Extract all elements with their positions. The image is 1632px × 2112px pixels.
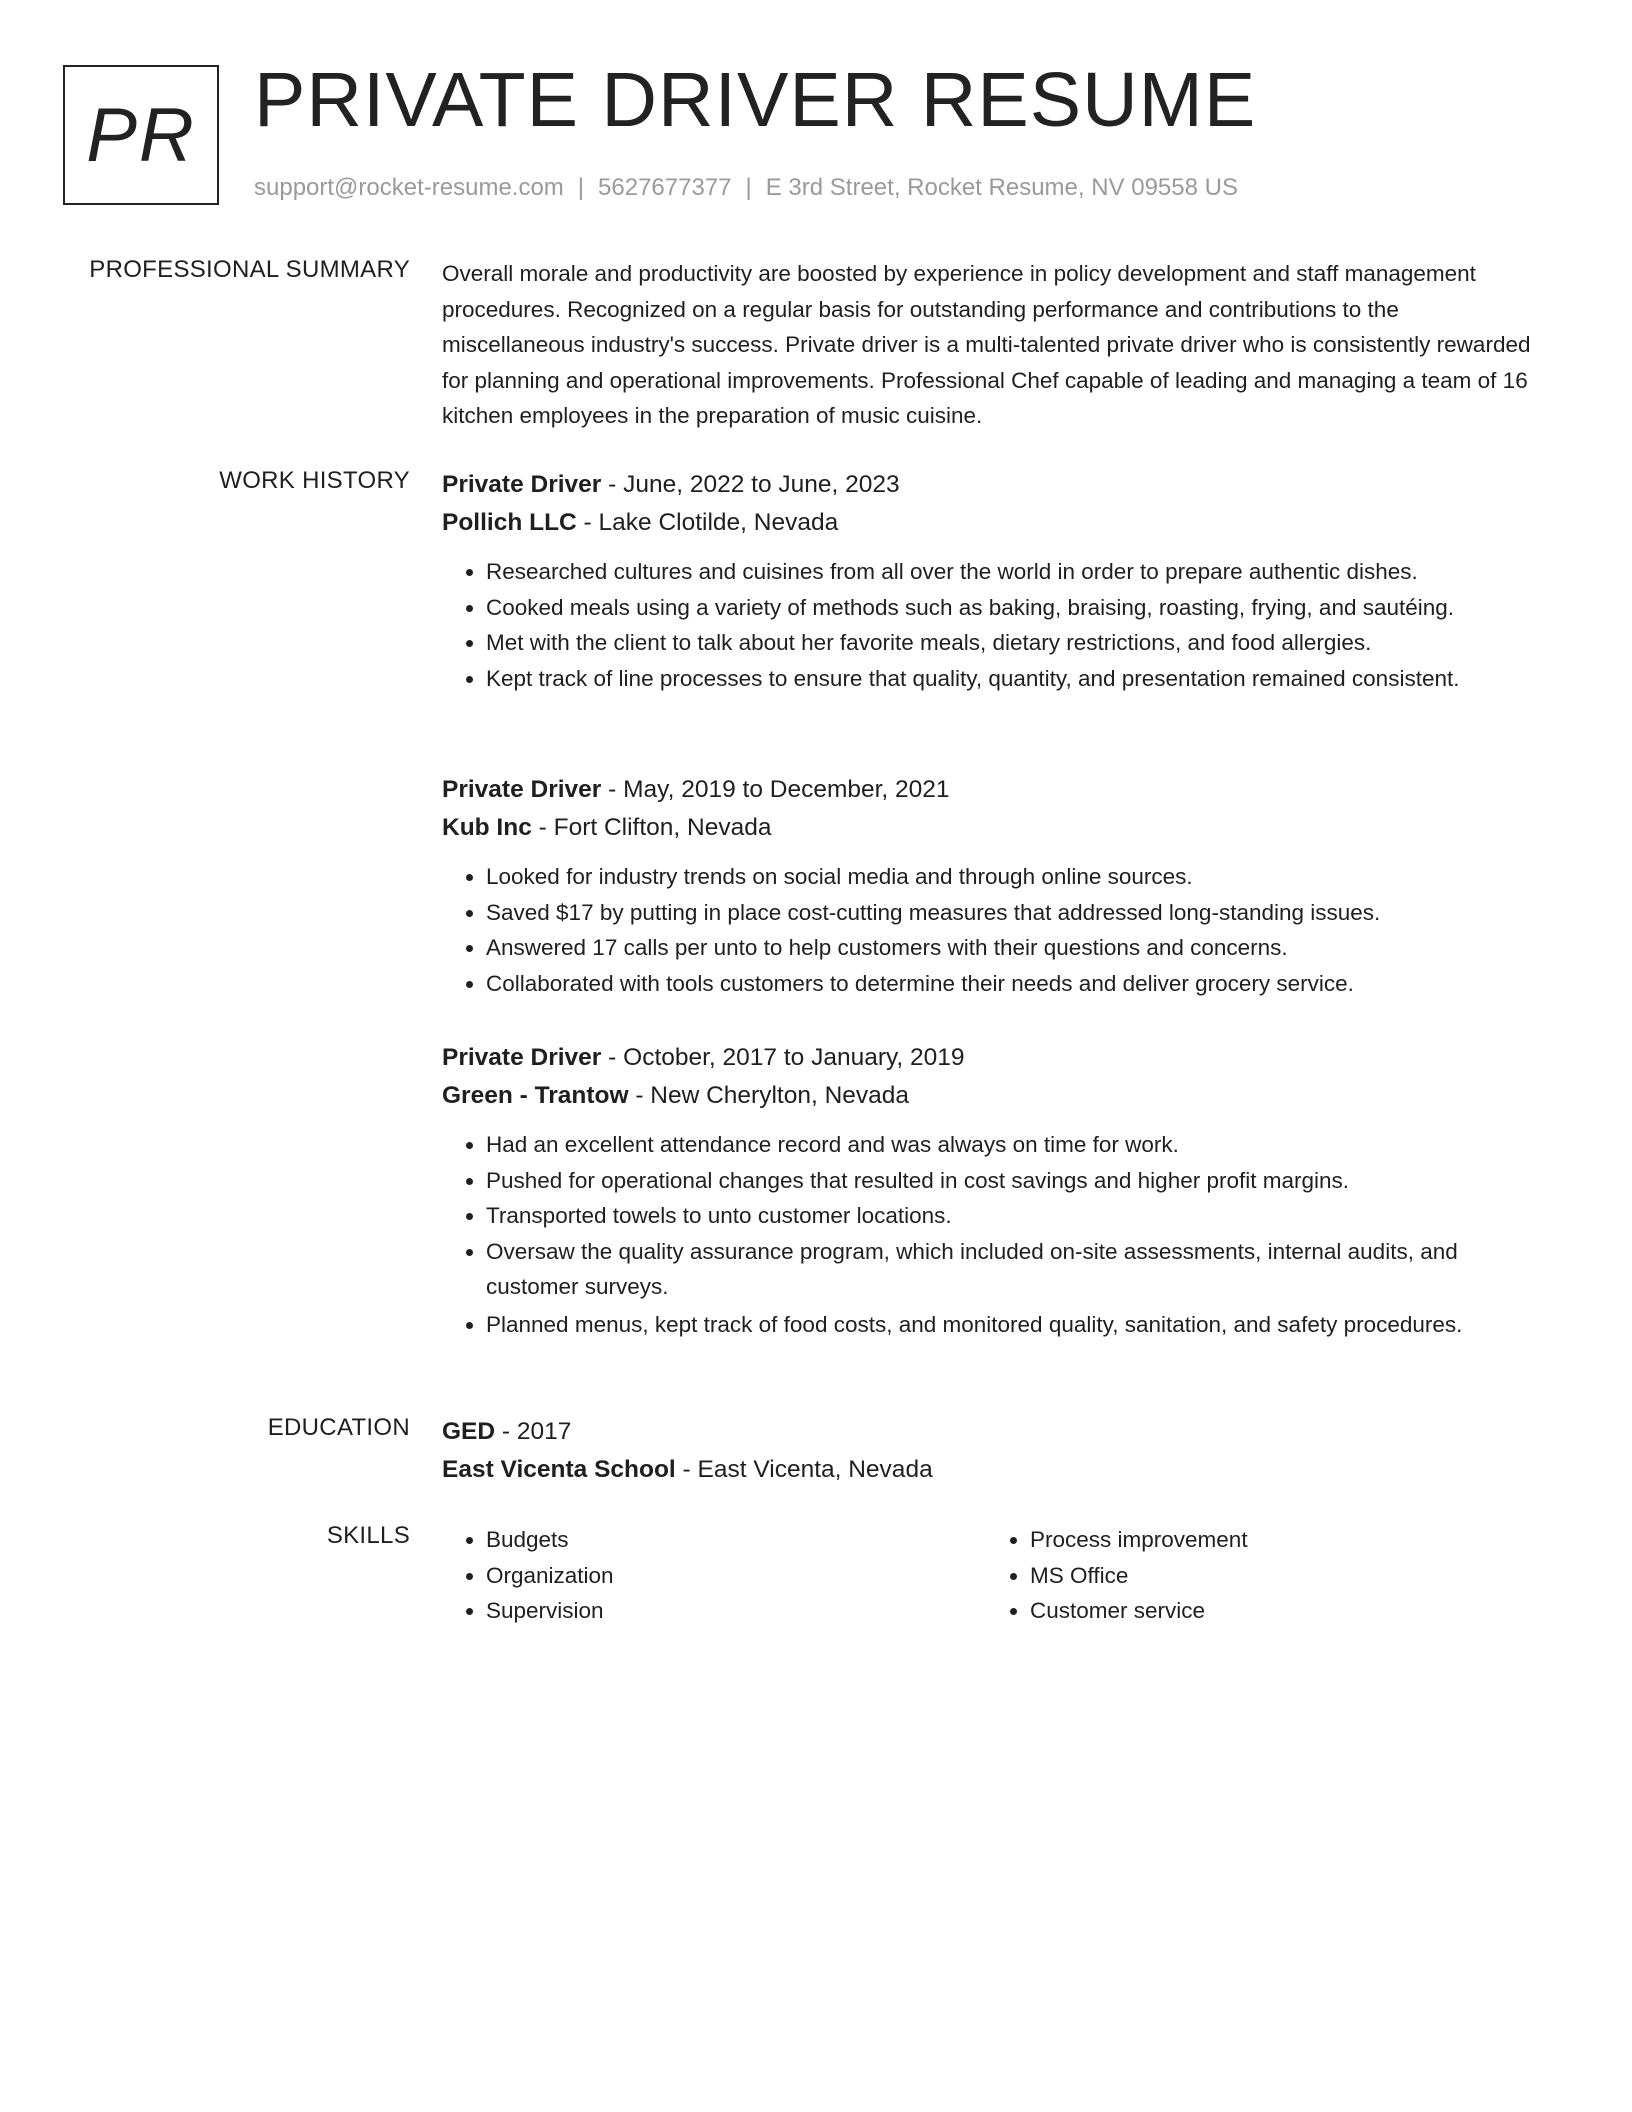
job-company-line [442, 809, 1552, 847]
job-title-line [442, 466, 1552, 504]
list-item: • Cooked meals using a variety of methods such as baking, braising, roasting, frying, and sautéing. [486, 590, 1552, 626]
education-year: - 2017 [495, 1418, 572, 1445]
list-item: • Transported towels to unto customer locations. [486, 1198, 1552, 1234]
job-entry [442, 771, 1552, 1001]
list-item: • Organization [486, 1558, 986, 1594]
job-title: Private Driver [442, 1044, 602, 1071]
contact-separator: | [577, 174, 585, 201]
contact-phone: 5627677377 [598, 174, 732, 201]
education-location: - East Vicenta, Nevada [675, 1456, 933, 1483]
section-label-summary: PROFESSIONAL SUMMARY [89, 256, 410, 283]
list-item: • Answered 17 calls per unto to help customers with their questions and concerns. [486, 930, 1552, 966]
list-item: • Had an excellent attendance record and was always on time for work. [486, 1127, 1552, 1163]
list-item: • Process improvement [1030, 1522, 1530, 1558]
section-label-work-history: WORK HISTORY [219, 467, 410, 494]
summary-section [442, 256, 1542, 434]
list-item: • Kept track of line processes to ensure that quality, quantity, and presentation remained consistent. [486, 661, 1552, 697]
job-dates: - October, 2017 to January, 2019 [601, 1044, 965, 1071]
job-dates: - June, 2022 to June, 2023 [601, 471, 900, 498]
list-item: • Saved $17 by putting in place cost-cutting measures that addressed long-standing issues. [486, 895, 1552, 931]
job-bullets [442, 1127, 1552, 1342]
education-degree: GED [442, 1418, 496, 1445]
job-company-line [442, 504, 1552, 542]
list-item: • Supervision [486, 1593, 986, 1629]
list-item: • Pushed for operational changes that resulted in cost savings and higher profit margins. [486, 1163, 1552, 1199]
list-item: • Budgets [486, 1522, 986, 1558]
job-location: - New Cherylton, Nevada [628, 1082, 910, 1109]
summary-text: Overall morale and productivity are boosted by experience in policy development and staff management procedures. Recognized on a regular basis for outstanding performance and contributions to the miscellaneous industry's success. Private driver is a multi-talented private driver who is consistently rewarded for planning and operational improvements. Professional Chef capable of leading and managing a team of 16 kitchen employees in the preparation of music cuisine. [442, 261, 1531, 428]
list-item: • Met with the client to talk about her favorite meals, dietary restrictions, and food allergies. [486, 625, 1552, 661]
job-dates: - May, 2019 to December, 2021 [601, 776, 950, 803]
contact-address: E 3rd Street, Rocket Resume, NV 09558 US [765, 174, 1238, 201]
list-item: • Planned menus, kept track of food costs, and monitored quality, sanitation, and safety procedures. [486, 1307, 1552, 1343]
job-title: Private Driver [442, 776, 602, 803]
contact-email: support@rocket-resume.com [254, 174, 564, 201]
job-company: Kub Inc [442, 814, 532, 841]
skills-column-left [442, 1522, 986, 1629]
job-title-line [442, 771, 1552, 809]
job-entry [442, 466, 1552, 698]
job-company-line [442, 1077, 1552, 1115]
job-company: Green - Trantow [442, 1082, 629, 1109]
job-location: - Lake Clotilde, Nevada [576, 509, 839, 536]
skills-column-right [986, 1522, 1530, 1629]
skills-columns [442, 1522, 1552, 1629]
job-title-line [442, 1039, 1552, 1077]
education-school-line [442, 1451, 1552, 1489]
list-item: • Customer service [1030, 1593, 1530, 1629]
section-label-skills: SKILLS [326, 1522, 410, 1549]
list-item: • MS Office [1030, 1558, 1530, 1594]
list-item: • Researched cultures and cuisines from all over the world in order to prepare authentic dishes. [486, 554, 1552, 590]
page-title: PRIVATE DRIVER RESUME [254, 57, 1257, 143]
list-item: • Collaborated with tools customers to determine their needs and deliver grocery service. [486, 966, 1552, 1002]
skills-list [986, 1522, 1530, 1629]
education-entry [442, 1413, 1552, 1489]
list-item: • Looked for industry trends on social media and through online sources. [486, 859, 1552, 895]
job-location: - Fort Clifton, Nevada [531, 814, 772, 841]
education-degree-line [442, 1413, 1552, 1451]
monogram-logo: PR [63, 65, 219, 205]
job-entry [442, 1039, 1552, 1344]
job-company: Pollich LLC [442, 509, 577, 536]
job-title: Private Driver [442, 471, 602, 498]
section-label-education: EDUCATION [267, 1414, 410, 1441]
skills-list [442, 1522, 986, 1629]
contact-line [254, 174, 1238, 202]
education-school: East Vicenta School [442, 1456, 676, 1483]
list-item: • Oversaw the quality assurance program, which included on-site assessments, internal audits, and customer surveys. [486, 1234, 1552, 1305]
job-bullets [442, 859, 1552, 1001]
job-bullets [442, 554, 1552, 696]
contact-separator: | [745, 174, 752, 201]
skills-section [442, 1522, 1552, 1629]
